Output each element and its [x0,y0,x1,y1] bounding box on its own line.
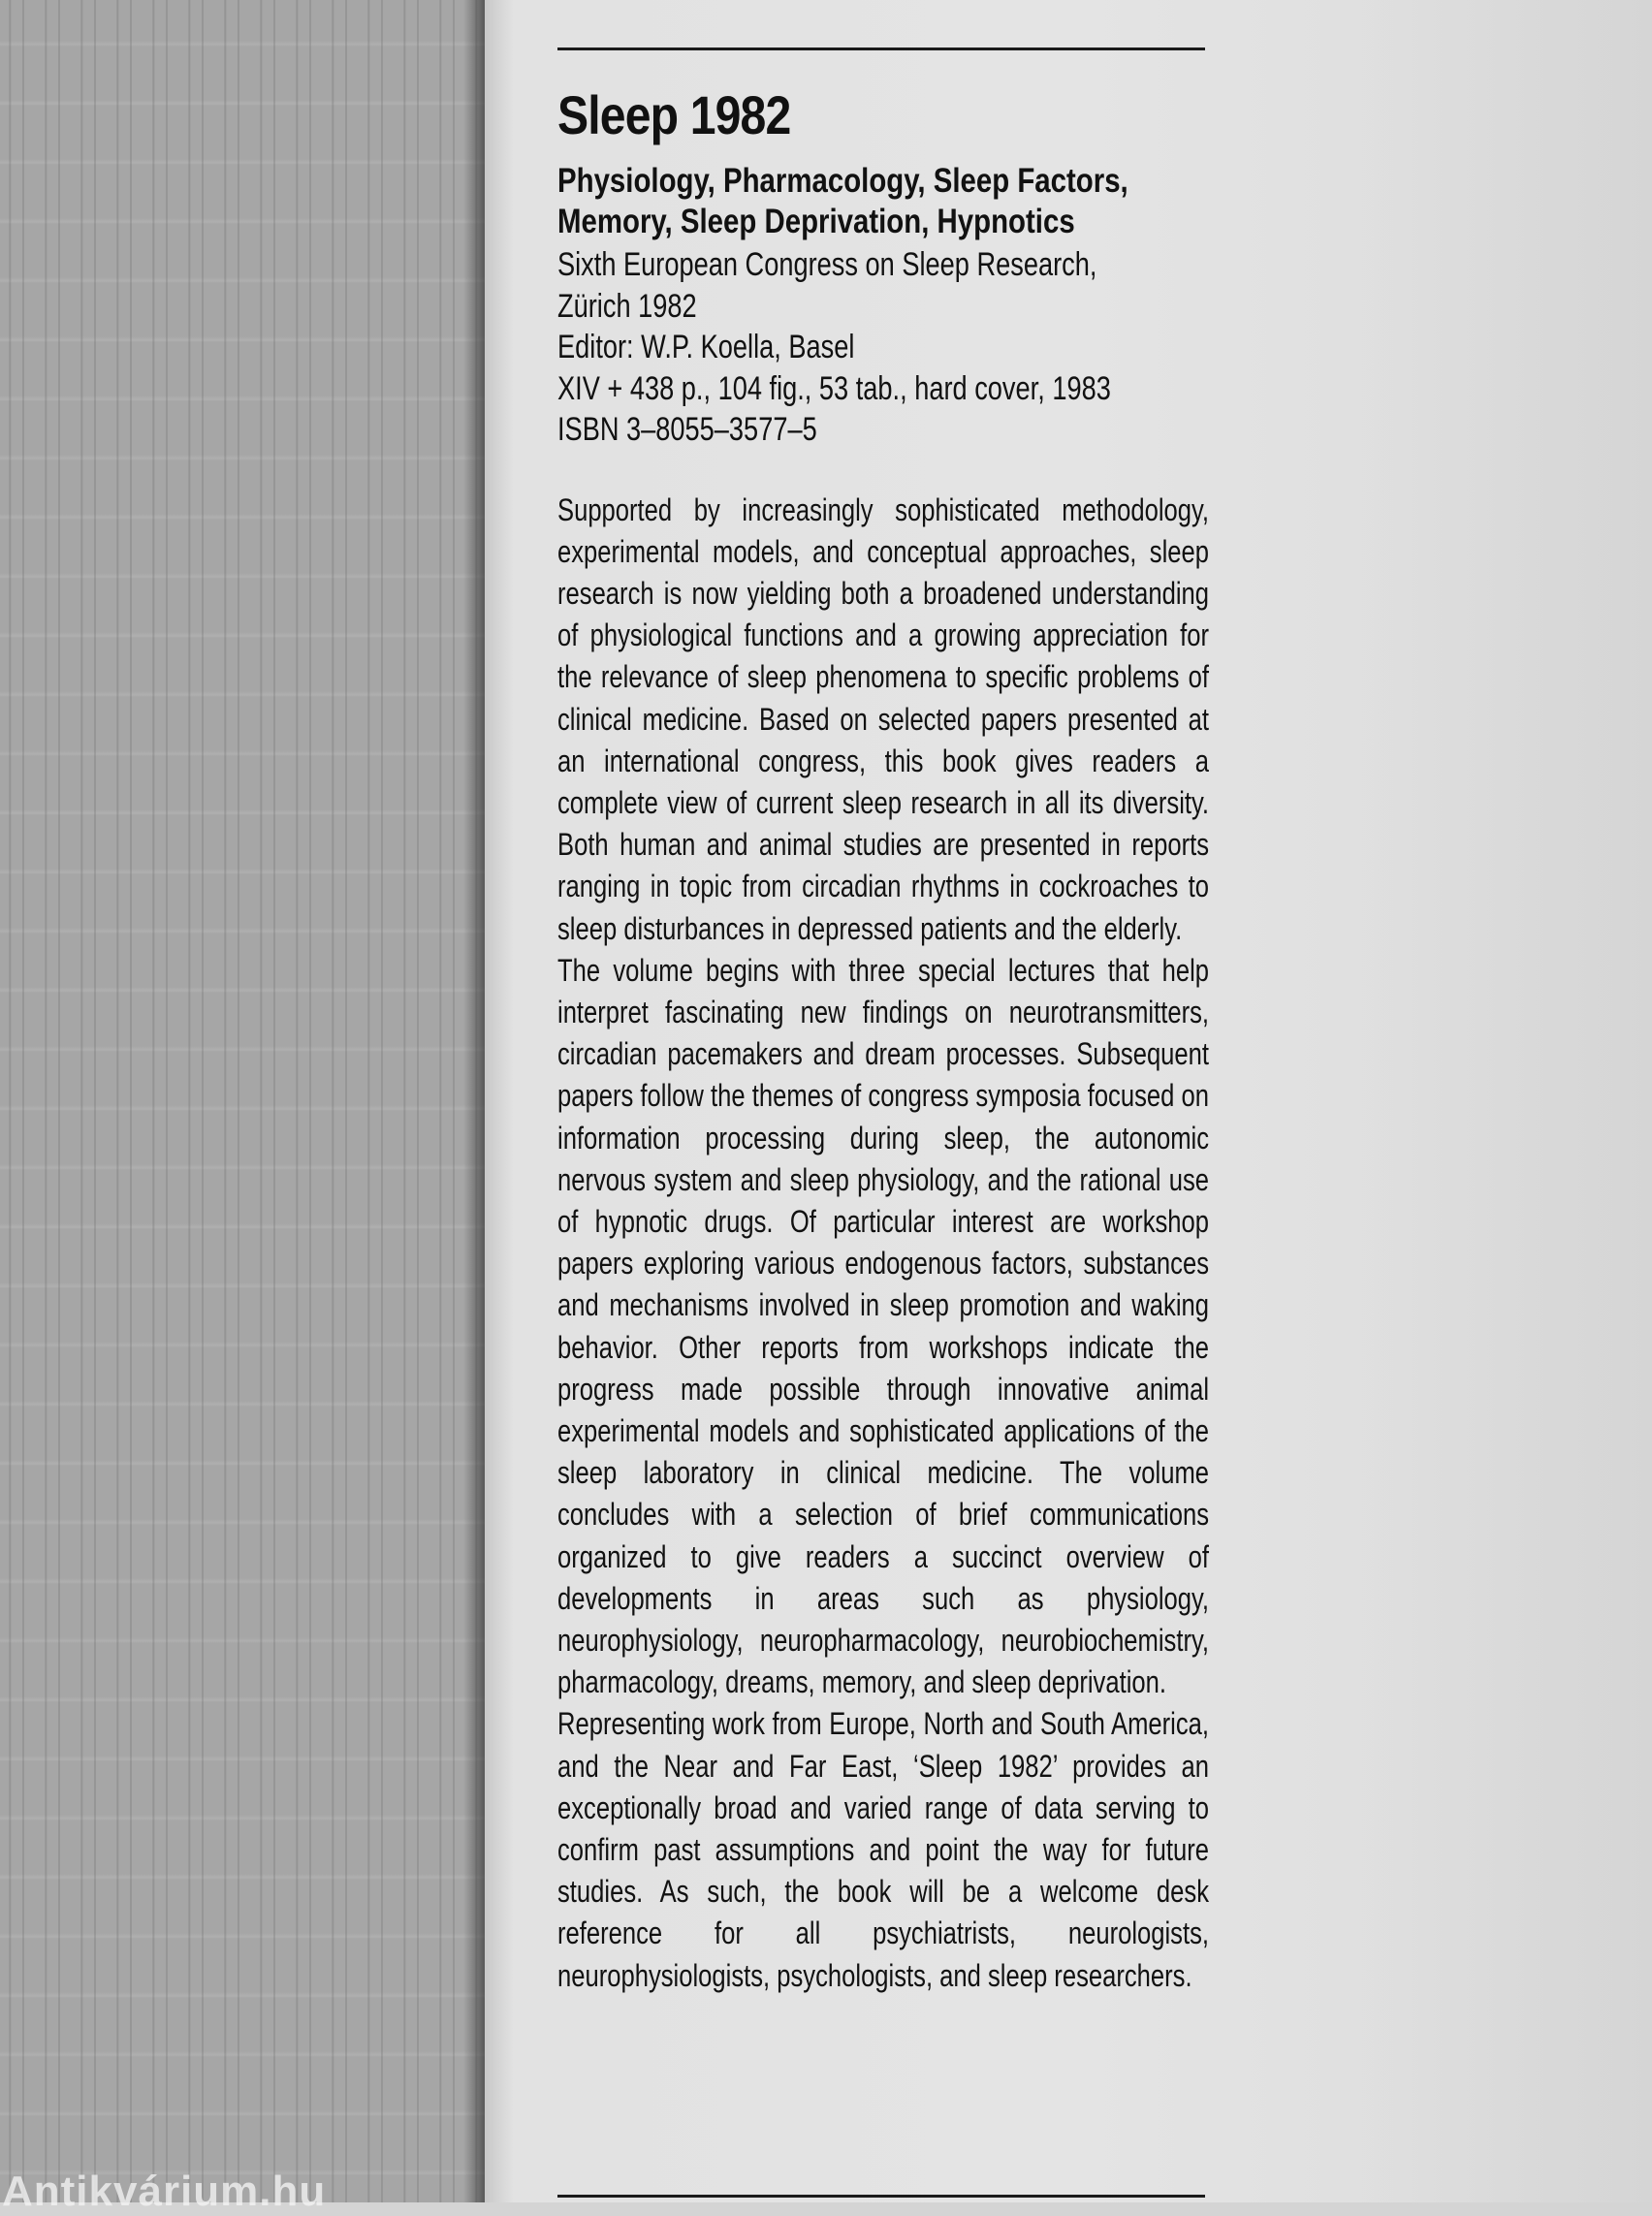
congress-line-1: Sixth European Congress on Sleep Research, [557,246,1097,283]
book-cover-board [0,0,485,2202]
extent-line: XIV + 438 p., 104 fig., 53 tab., hard cover, 1983 [557,369,1111,407]
congress-line-2: Zürich 1982 [557,287,697,325]
description-paragraph-2: The volume begins with three special lectures that help interpret fascinating new findings on neurotransmitters, circadian pacemakers and dream processes. Subsequent papers follow the themes of congress symposia focused on information processing during sleep, the autonomic nervous system and sleep physiology, and the rational use of hypnotic drugs. Of particular interest are workshop papers exploring various endogenous factors, substances and mechanisms involved in sleep promotion and waking behavior. Other reports from workshops indicate the progress made possible through innovative animal experimental models and sophisticated applications of the sleep laboratory in clinical medicine. The volume concludes with a selection of brief communications organized to give readers a succinct overview of developments in areas such as physiology, neurophysiology, neuropharmacology, neurobiochemistry, pharmacology, dreams, memory, and sleep deprivation. [557,952,1209,1700]
bottom-rule [557,2195,1205,2198]
page-shading [1348,0,1652,2202]
book-title: Sleep 1982 [557,84,791,145]
watermark: Antikvárium.hu [2,2168,327,2215]
subtitle-line-2: Memory, Sleep Deprivation, Hypnotics [557,203,1075,240]
catalog-entry [557,79,1209,1997]
description-paragraph-1: Supported by increasingly sophisticated methodology, experimental models, and conceptual approaches, sleep research is now yielding both a broadened understanding of physiological functions and a growing appreciation for the relevance of sleep phenomena to specific problems of clinical medicine. Based on selected papers presented at an international congress, this book gives readers a complete view of current sleep research in all its diversity. Both human and animal studies are presented in reports ranging in topic from circadian rhythms in cockroaches to sleep disturbances in depressed patients and the elderly. [557,491,1209,946]
bibliographic-details [557,244,1209,451]
book-description [557,490,1209,1997]
editor-line: Editor: W.P. Koella, Basel [557,329,855,365]
top-rule [557,47,1205,50]
isbn-line: ISBN 3–8055–3577–5 [557,411,817,448]
description-paragraph-3: Representing work from Europe, North and South America, and the Near and Far East, ‘Sleep 1982’ provides an exceptionally broad and varied range of data serving to confirm past assumptions and point the way for future studies. As such, the book will be a welcome desk reference for all psychiatrists, neurologists, neurophysiologists, psychologists, and sleep researchers. [557,1706,1209,1993]
subtitle-line-1: Physiology, Pharmacology, Sleep Factors, [557,162,1128,200]
